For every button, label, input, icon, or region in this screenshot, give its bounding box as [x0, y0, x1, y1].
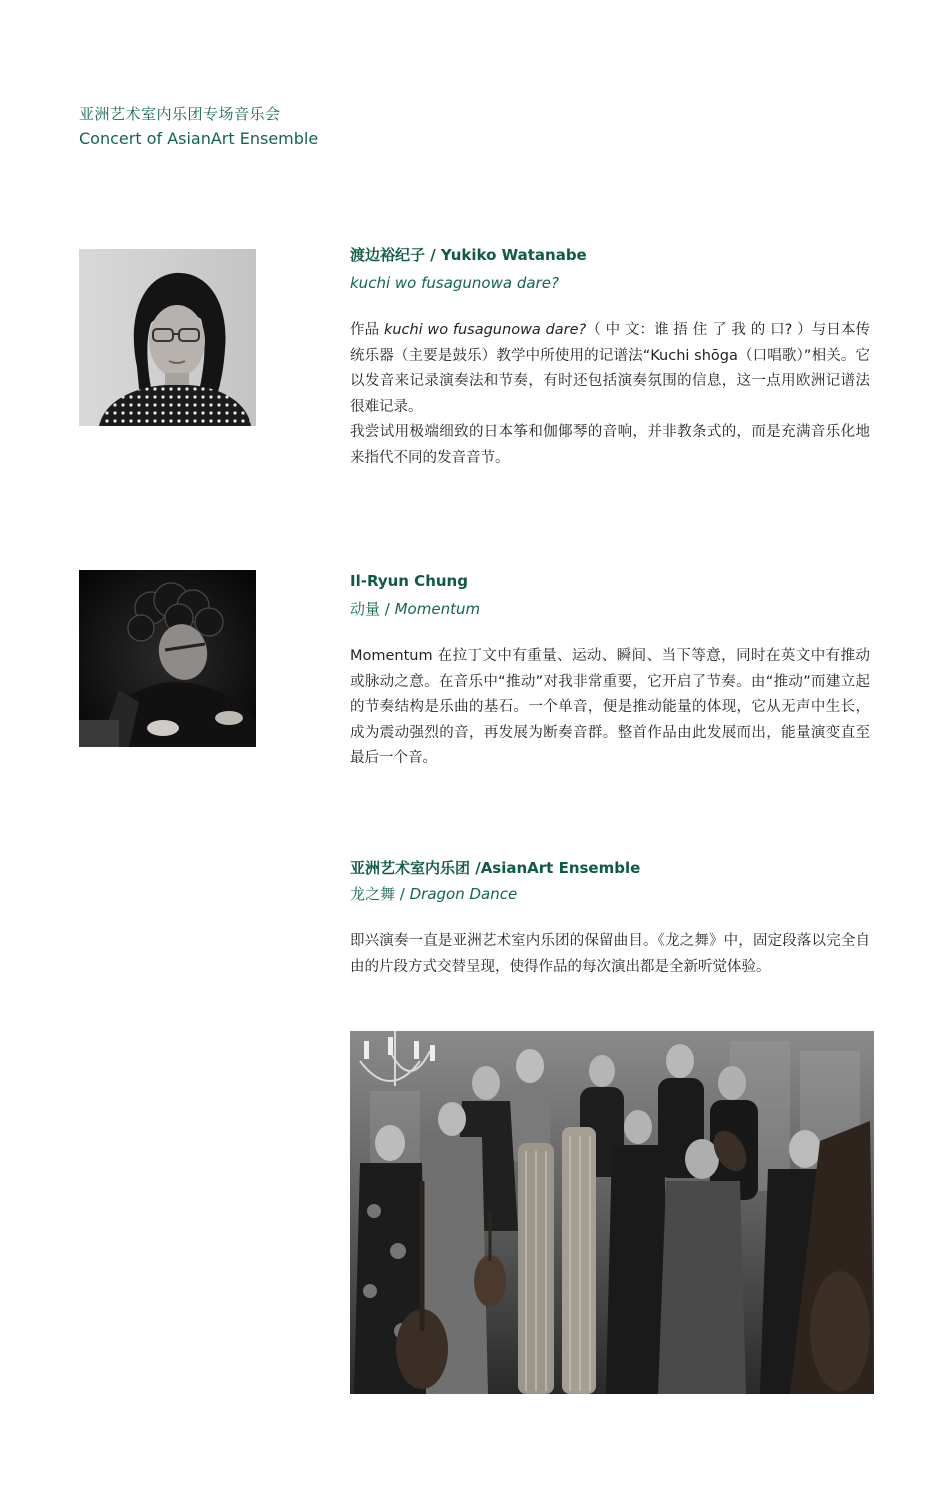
- concert-title-en: Concert of AsianArt Ensemble: [79, 129, 319, 148]
- piece-title: 龙之舞 / Dragon Dance: [350, 885, 518, 903]
- section-text-chung: [350, 570, 870, 772]
- piece-title: kuchi wo fusagunowa dare?: [350, 274, 559, 292]
- description-paragraph: 作品 kuchi wo fusagunowa dare?（ 中 文：谁 捂 住 了 我 的 口? ）与日本传统乐器（主要是鼓乐）教学中所使用的记谱法“Kuchi shōga（口唱歌）”相关。它以发音来记录演奏法和节奏，有时还包括演奏氛围的信息，这一点用欧洲记谱法很难记录。: [350, 322, 871, 415]
- concert-header: [79, 103, 318, 151]
- ensemble-group-photo: [350, 1031, 874, 1394]
- piece-description: [350, 318, 870, 471]
- description-paragraph: Momentum 在拉丁文中有重量、运动、瞬间、当下等意，同时在英文中有推动或脉动之意。在音乐中“推动”对我非常重要，它开启了节奏。由“推动”而建立起的节奏结构是乐曲的基石。一个单音，便是推动能量的体现，它从无声中生长，成为震动强烈的音，再发展为断奏音群。整首作品由此发展而出，能量演变直至最后一个音。: [350, 648, 870, 766]
- piece-composer-title: Il-Ryun Chung: [350, 572, 468, 590]
- description-paragraph: 即兴演奏一直是亚洲艺术室内乐团的保留曲目。《龙之舞》中，固定段落以完全自由的片段方式交替呈现，使得作品的每次演出都是全新听觉体验。: [350, 933, 870, 975]
- section-text-ensemble: [350, 857, 870, 980]
- piece-composer-title: 亚洲艺术室内乐团 /AsianArt Ensemble: [350, 859, 641, 877]
- composer-portrait-watanabe: [79, 249, 256, 426]
- section-text-watanabe: [350, 244, 870, 471]
- piece-title: 动量 / Momentum: [350, 600, 481, 618]
- piece-description: [350, 929, 870, 980]
- concert-title-cn: 亚洲艺术室内乐团专场音乐会: [79, 105, 281, 123]
- description-paragraph: 我尝试用极端细致的日本筝和伽倻琴的音响，并非教条式的，而是充满音乐化地来指代不同的发音音节。: [350, 424, 870, 466]
- piece-description: [350, 644, 870, 772]
- piece-composer-title: 渡边裕纪子 / Yukiko Watanabe: [350, 246, 587, 264]
- composer-portrait-chung: [79, 570, 256, 747]
